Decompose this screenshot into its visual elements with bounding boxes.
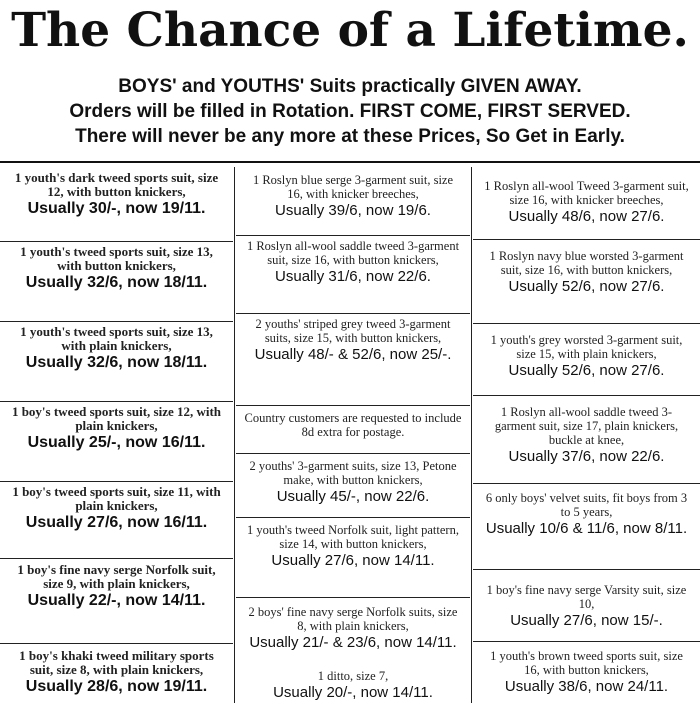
item-price: Usually 31/6, now 22/6. xyxy=(275,268,431,285)
item-description: 1 boy's tweed sports suit, size 12, with plain knickers, xyxy=(11,404,222,433)
item-price: Usually 25/-, now 16/11. xyxy=(27,434,206,451)
item-description: 1 youth's brown tweed sports suit, size 16, with button knickers, xyxy=(490,649,683,677)
listing-item xyxy=(236,667,470,703)
item-description: 1 youth's dark tweed sports suit, size 12, with button knickers, xyxy=(14,170,219,199)
column-1 xyxy=(0,163,233,703)
listing-item xyxy=(0,483,233,559)
listing-item xyxy=(0,323,233,402)
item-description: 6 only boys' velvet suits, fit boys from 3 to 5 years, xyxy=(485,491,688,519)
item-price: Usually 45/-, now 22/6. xyxy=(276,488,430,505)
item-price: Usually 48/- & 52/6, now 25/-. xyxy=(254,346,452,363)
listing-item xyxy=(473,247,700,324)
item-description: 1 boy's khaki tweed military sports suit, size 8, with plain knickers, xyxy=(19,648,214,677)
item-description: 1 youth's tweed Norfolk suit, light pattern, size 14, with button knickers, xyxy=(247,523,459,551)
item-description: 1 Roslyn all-wool saddle tweed 3-garment suit, size 16, with button knickers, xyxy=(246,239,460,267)
listing-item xyxy=(0,403,233,482)
listing-item xyxy=(473,403,700,484)
item-price: Usually 48/6, now 27/6. xyxy=(508,208,665,225)
item-description: Country customers are requested to include 8d extra for postage. xyxy=(244,411,462,439)
item-price: Usually 10/6 & 11/6, now 8/11. xyxy=(485,520,688,537)
item-price: Usually 52/6, now 27/6. xyxy=(508,278,665,295)
listing-item xyxy=(236,315,470,406)
listing-item xyxy=(473,331,700,396)
listing-item xyxy=(236,457,470,518)
item-description: 1 boy's tweed sports suit, size 11, with plain knickers, xyxy=(12,484,221,513)
listing-item xyxy=(0,169,233,242)
item-description: 2 boys' fine navy serge Norfolk suits, size 8, with plain knickers, xyxy=(248,605,458,633)
item-description: 1 youth's tweed sports suit, size 13, with plain knickers, xyxy=(20,324,213,353)
item-description: 2 youths' striped grey tweed 3-garment suits, size 15, with button knickers, xyxy=(255,317,451,345)
page-title: The Chance of a Lifetime. xyxy=(11,3,689,58)
item-description: 1 Roslyn navy blue worsted 3-garment suit, size 16, with button knickers, xyxy=(489,249,684,277)
listing-item xyxy=(0,561,233,644)
subheading-2: Orders will be filled in Rotation. FIRST COME, FIRST SERVED. xyxy=(69,101,631,122)
item-description: 1 Roslyn all-wool Tweed 3-garment suit, size 16, with knicker breeches, xyxy=(484,179,689,207)
item-price: Usually 32/6, now 18/11. xyxy=(25,354,208,371)
item-price: Usually 27/6, now 16/11. xyxy=(25,514,208,531)
subheading-1: BOYS' and YOUTHS' Suits practically GIVEN AWAY. xyxy=(118,76,582,97)
item-description: 1 youth's tweed sports suit, size 13, with button knickers, xyxy=(20,244,213,273)
listing-item xyxy=(473,177,700,240)
item-description: 1 boy's fine navy serge Norfolk suit, size 9, with plain knickers, xyxy=(17,562,216,591)
item-description: 1 Roslyn all-wool saddle tweed 3-garment suit, size 17, plain knickers, buckle at knee, xyxy=(494,405,679,447)
item-description: 1 boy's fine navy serge Varsity suit, size 10, xyxy=(486,583,687,611)
item-price: Usually 38/6, now 24/11. xyxy=(504,678,669,695)
listing-grid xyxy=(0,161,700,703)
item-price: Usually 21/- & 23/6, now 14/11. xyxy=(249,634,457,651)
listing-item xyxy=(473,581,700,642)
listing-item xyxy=(236,409,470,454)
column-3 xyxy=(473,163,700,703)
item-description: 1 ditto, size 7, xyxy=(317,669,389,683)
item-price: Usually 27/6, now 15/-. xyxy=(510,612,663,629)
subheading-3: There will never be any more at these Prices, So Get in Early. xyxy=(75,126,625,147)
listing-item xyxy=(236,171,470,236)
item-description: 1 Roslyn blue serge 3-garment suit, size 16, with knicker breeches, xyxy=(252,173,454,201)
column-2 xyxy=(236,163,470,703)
listing-item xyxy=(0,243,233,322)
listing-item xyxy=(473,489,700,570)
listing-item xyxy=(236,603,470,665)
item-price: Usually 32/6, now 18/11. xyxy=(25,274,208,291)
listing-item xyxy=(473,647,700,703)
item-price: Usually 30/-, now 19/11. xyxy=(27,200,206,217)
item-description: 2 youths' 3-garment suits, size 13, Petone make, with button knickers, xyxy=(249,459,457,487)
column-divider xyxy=(471,167,472,703)
listing-item xyxy=(0,647,233,703)
item-price: Usually 20/-, now 14/11. xyxy=(273,684,433,701)
item-price: Usually 28/6, now 19/11. xyxy=(25,678,208,695)
column-divider xyxy=(234,167,235,703)
item-price: Usually 39/6, now 19/6. xyxy=(275,202,431,219)
listing-item xyxy=(236,237,470,314)
listing-item xyxy=(236,521,470,598)
item-price: Usually 52/6, now 27/6. xyxy=(508,362,665,379)
item-price: Usually 27/6, now 14/11. xyxy=(271,552,435,569)
item-price: Usually 37/6, now 22/6. xyxy=(508,448,665,465)
item-price: Usually 22/-, now 14/11. xyxy=(27,592,206,609)
item-description: 1 youth's grey worsted 3-garment suit, size 15, with plain knickers, xyxy=(490,333,683,361)
